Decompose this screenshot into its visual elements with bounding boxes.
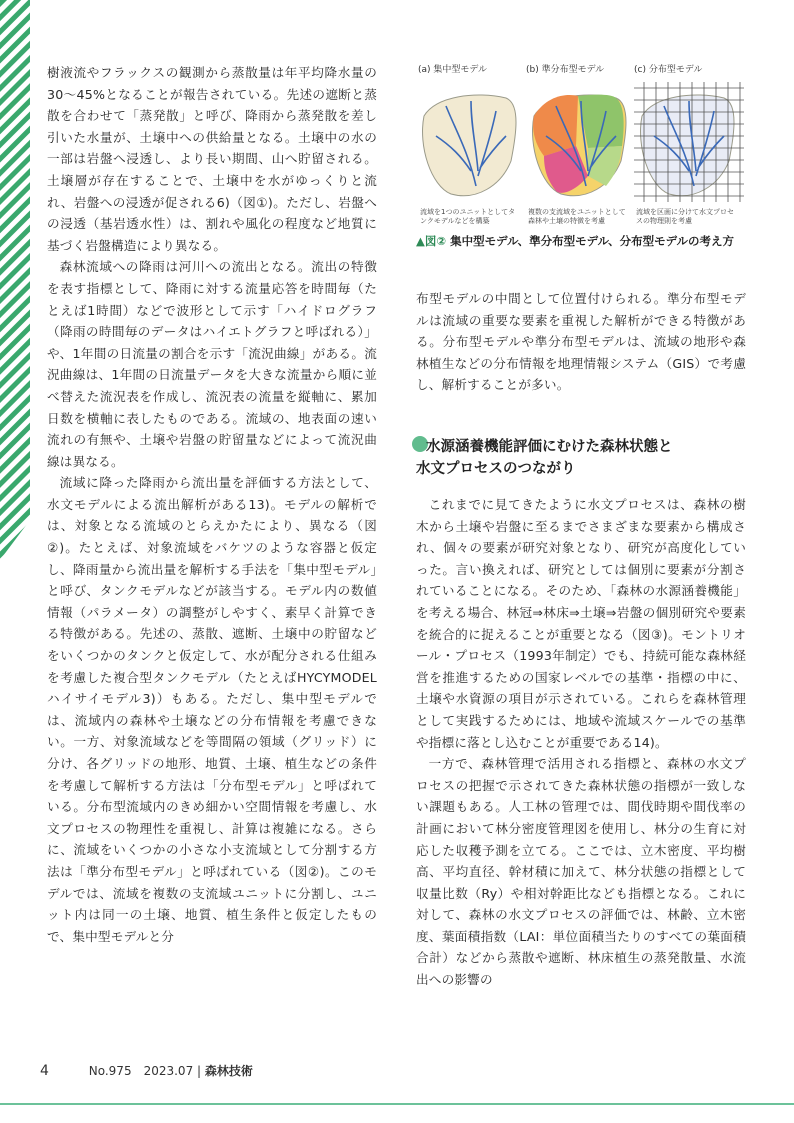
paragraph-3: 流域に降った降雨から流出量を評価する方法として、水文モデルによる流出解析がある13)。モデルの解析では、対象となる流域のとらえかたにより、異なる（図②)。たとえば、対象流域をバケツのような容器と仮定し、降雨量から流出量を解析する手法を「集中型モデル」と呼び、タンクモデルなどが該当する。モデル内の数値情報（パラメータ）の調整がしやすく、素早く計算できる特徴がある。先述の、蒸散、遮断、土壌中の貯留などをいくつかのタンクと仮定して、水が配分される仕組みを考慮した複合型タンクモデル（たとえばHYCYMODEL ハイサイモデル3)）もある。ただし、集中型モデルでは、流域内の森林や土壌などの分布情報を考慮できない。一方、対象流域などを等間隔の領域（グリッド）に分け、各グリッドの地形、地質、土壌、植生などの条件を考慮して解析する方法は「分布型モデル」と呼ばれている。分布型流域内のきめ細かい空間情報を考慮し、水文プロセスの物理性を重視し、計算は複雑になる。さらに、流域をいくつかの小さな小支流域として分割する方法は「準分布型モデル」と呼ばれている（図②)。このモデルでは、流域を複数の支流域ユニットに分割し、ユニット内は同一の土壌、地質、植生条件と仮定したもので、集中型モデルと分 xyxy=(47,475,377,944)
paragraph-6: 一方で、森林管理で活用される指標と、森林の水文プロセスの把握で示されてきた森林状態の指標が一致しない課題もある。人工林の管理では、間伐時期や間伐率の計画において林分密度管理図を使用し、林分の生育に対応した収穫予測を立てる。ここでは、立木密度、平均樹高、平均直径、幹材積に加えて、林分状態の指標として収量比数（Ry）や相対幹距比なども指標となる。これに対して、森林の水文プロセスの評価では、林齢、立木密度、葉面積指数（LAI：単位面積当たりのすべての葉面積合計）などから蒸散や遮断、林床植生の蒸発散量、水流出への影響の xyxy=(416,756,746,988)
decorative-green-stripe xyxy=(0,0,30,560)
watershed-lumped-drawing xyxy=(423,95,516,196)
watershed-distributed-drawing xyxy=(634,82,744,202)
section-heading-line2: 水文プロセスのつながり xyxy=(416,460,576,477)
paragraph-1: 樹液流やフラックスの観測から蒸散量は年平均降水量の30〜45%となることが報告されている。先述の遮断と蒸散を合わせて「蒸発散」と呼び、降雨から蒸発散を差し引いた水量が、土壌中への供給量となる。土壌中の水の一部は岩盤へ浸透し、より長い期間、山へ貯留される。土壌層が存在することで、土壌中を水がゆっくりと流れ、岩盤への浸透が促される6)（図①)。ただし、岩盤への浸透（基岩透水性）は、割れや風化の程度など地質に基づく岩盤構造により異なる。 xyxy=(47,65,377,253)
figure-label-b: (b) 準分布型モデル xyxy=(526,65,605,75)
footer-separator: | xyxy=(197,1064,202,1078)
figure-caption-text: 集中型モデル、準分布型モデル、分布型モデルの考え方 xyxy=(450,234,735,248)
figure-caption-tag: ▲図② xyxy=(416,234,447,248)
right-column-bottom xyxy=(416,494,746,991)
paragraph-5: これまでに見てきたように水文プロセスは、森林の樹木から土壌や岩盤に至るまでさまざまな要素から構成され、個々の要素が研究対象となり、研究が高度化していった。言い換えれば、研究としては個別に要素が分割されていることになる。そのため、「森林の水源涵養機能」を考える場合、林冠⇒林床⇒土壌⇒岩盤の個別研究や要素を統合的に捉えることが重要となる（図③)。モントリオール・プロセス（1993年制定）でも、持続可能な森林経営を推進するための国家レベルでの基準・指標の中に、土壌や水資源の項目が示されている。これらを森林管理として実践するためには、地域や流域スケールでの基準や指標に落とし込むことが重要である14)。 xyxy=(416,497,746,750)
paragraph-2: 森林流域への降雨は河川への流出となる。流出の特徴を表す指標として、降雨に対する流量応答を時間毎（たとえば1時間）などで波形として示す「ハイドログラフ（降雨の時間毎のデータはハイエトグラフと呼ばれる）」や、1年間の日流量の割合を示す「流況曲線」がある。流況曲線は、1年間の日流量データを大きな流量から順に並べ替えた流況表を作成し、流況表の流量を縦軸に、累加日数を横軸に表したものである。流域の、地表面の速い流れの有無や、土壌や岩盤の貯留量などによって流況曲線は異なる。 xyxy=(47,259,377,469)
page-footer xyxy=(40,1062,253,1079)
figure-note-b: 複数の支流域をユニットとして森林や土壌の特徴を考慮 xyxy=(528,208,626,225)
figure-label-a: (a) 集中型モデル xyxy=(418,65,487,75)
figure-note-c: 流域を区画に分けて水文プロセスの物理則を考慮 xyxy=(636,208,734,225)
watershed-semi-distributed-drawing xyxy=(533,95,626,196)
page-number: 4 xyxy=(40,1063,49,1079)
footer-divider xyxy=(0,1103,794,1105)
figure-label-c: (c) 分布型モデル xyxy=(634,65,703,75)
section-heading-line1: 水源涵養機能評価にむけた森林状態と xyxy=(426,438,673,455)
figure-caption xyxy=(416,232,746,250)
section-heading xyxy=(416,436,756,480)
left-column xyxy=(47,62,377,947)
issue-info: No.975 2023.07 xyxy=(88,1064,194,1078)
publication-name: 森林技術 xyxy=(204,1064,253,1078)
right-column-top xyxy=(416,288,746,396)
paragraph-4: 布型モデルの中間として位置付けられる。準分布型モデルは流域の重要な要素を重視した解析ができる特徴がある。分布型モデルや準分布型モデルは、流域の地形や森林植生などの分布情報を地理情報システム（GIS）で考慮し、解析することが多い。 xyxy=(416,291,746,393)
figure-note-a: 流域を1つのユニットとしてタンクモデルなどを構築 xyxy=(420,208,516,225)
figure-watershed-drawings xyxy=(416,76,746,206)
